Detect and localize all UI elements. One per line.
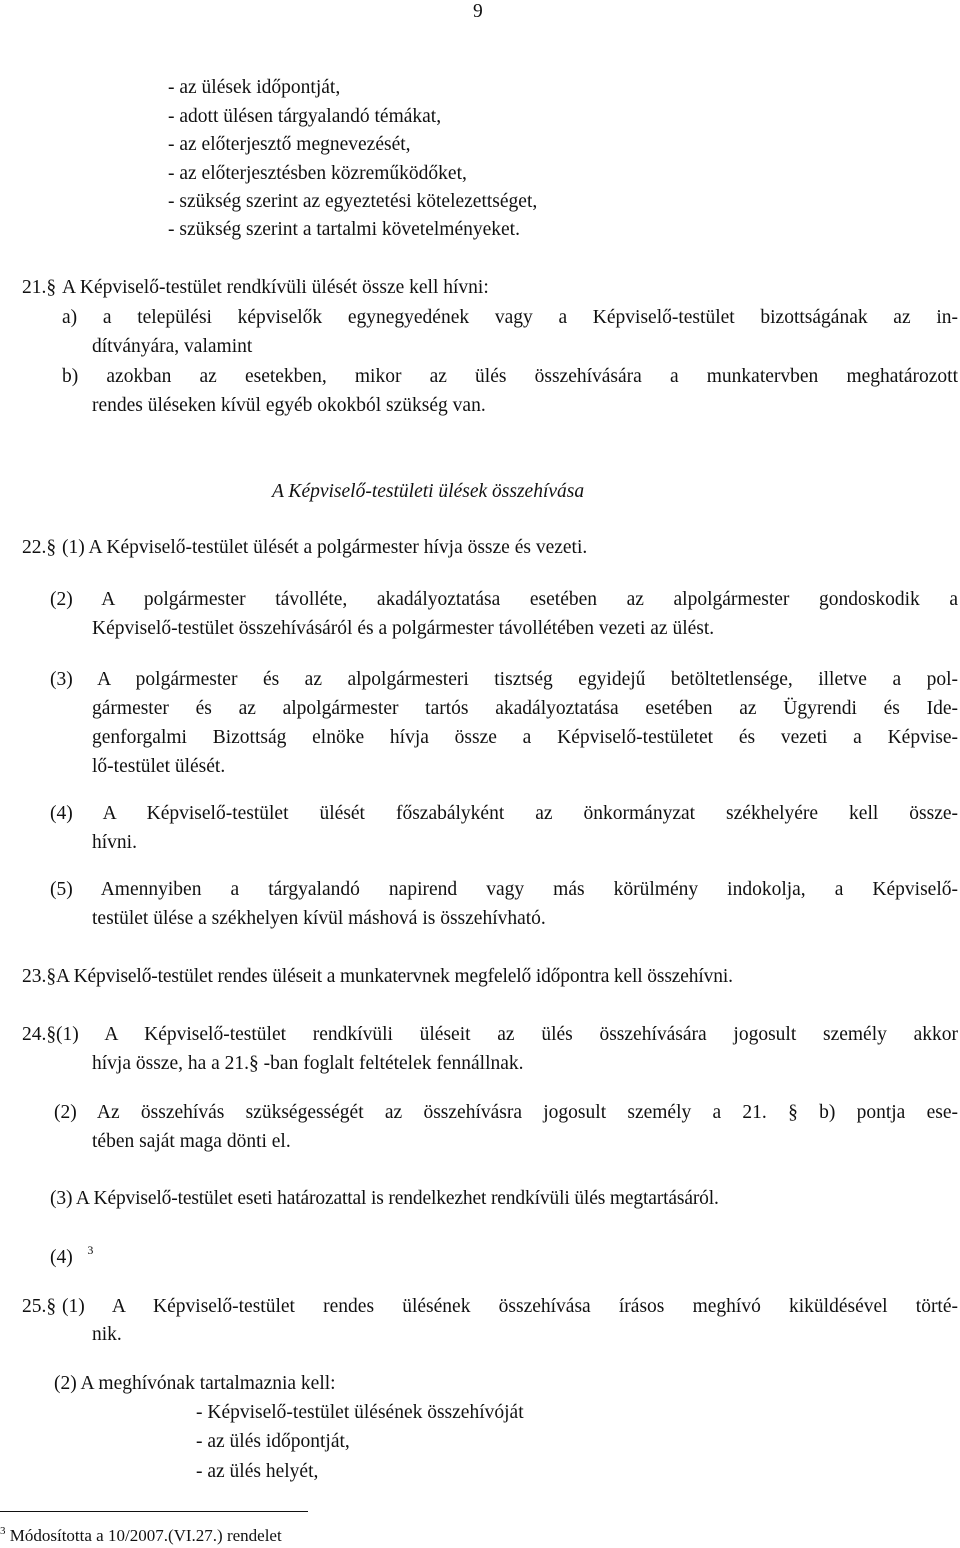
footnote (0, 1519, 282, 1548)
section-number: 23.§ (22, 966, 57, 987)
list-item: - az ülések időpontját, (168, 77, 341, 98)
paragraph-2: (2) A meghívónak tartalmaznia kell: (54, 1373, 336, 1394)
paragraph-1-line1: (1) A Képviselő-testület rendkívüli üléseit az ülés összehívására jogosult személy akkor (56, 1024, 958, 1045)
point-b-line2: rendes üléseken kívül egyéb okokból szükség van. (92, 395, 486, 416)
section-heading: A Képviselő-testületi ülések összehívása (272, 481, 585, 502)
footnote-divider (0, 1511, 308, 1512)
paragraph-2-line1: (2) Az összehívás szükségességét az összehívásra jogosult személy a 21. § b) pontja ese- (54, 1102, 958, 1123)
list-item: - szükség szerint az egyeztetési kötelezettséget, (168, 191, 538, 212)
paragraph-4-line2: hívni. (92, 832, 137, 853)
page-number: 9 (473, 1, 483, 22)
paragraph-3: (3) A Képviselő-testület eseti határozattal is rendelkezhet rendkívüli ülés megtartásáról. (50, 1188, 719, 1209)
paragraph-3-line3: genforgalmi Bizottság elnöke hívja össze a Képviselő-testületet és vezeti a Képvise- (92, 727, 958, 748)
list-item: - adott ülésen tárgyalandó témákat, (168, 106, 442, 127)
paragraph-2-line1: (2) A polgármester távolléte, akadályoztatása esetében az alpolgármester gondoskodik a (50, 589, 958, 610)
paragraph-1: (1) A Képviselő-testület ülését a polgármester hívja össze és vezeti. (62, 537, 588, 558)
footnote-reference[interactable]: 3 (87, 1243, 94, 1257)
section-number: 21.§ (22, 277, 57, 298)
section-number: 22.§ (22, 537, 57, 558)
list-item: - az előterjesztő megnevezését, (168, 134, 411, 155)
paragraph-3-line2: gármester és az alpolgármester tartós akadályoztatása esetében az Ügyrendi és Ide- (92, 698, 958, 719)
paragraph-2-line2: Képviselő-testület összehívásáról és a polgármester távollétében vezeti az ülést. (92, 618, 715, 639)
section-number: 25.§ (22, 1296, 57, 1317)
section-text: A Képviselő-testület rendes üléseit a munkatervnek megfelelő időpontra kell összehívni. (56, 966, 733, 987)
footnote-mark: 3 (0, 1525, 6, 1537)
paragraph-3-line4: lő-testület ülését. (92, 756, 226, 777)
paragraph-1-line2: nik. (92, 1324, 122, 1345)
paragraph-1-line2: hívja össze, ha a 21.§ -ban foglalt feltételek fennállnak. (92, 1053, 524, 1074)
section-lead: A Képviselő-testület rendkívüli ülését össze kell hívni: (62, 277, 489, 298)
point-a-line2: dítványára, valamint (92, 336, 253, 357)
paragraph-4-line1: (4) A Képviselő-testület ülését főszabályként az önkormányzat székhelyére kell össze- (50, 803, 958, 824)
list-item: - az ülés időpontját, (196, 1431, 350, 1452)
paragraph-5-line1: (5) Amennyiben a tárgyalandó napirend vagy más körülmény indokolja, a Képviselő- (50, 879, 958, 900)
point-a-line1: a) a települési képviselők egynegyedének vagy a Képviselő-testület bizottságának az in- (62, 307, 958, 328)
point-b-line1: b) azokban az esetekben, mikor az ülés összehívására a munkatervben meghatározott (62, 366, 958, 387)
paragraph-4: (4) $^3$ (50, 1243, 94, 1268)
paragraph-3-line1: (3) A polgármester és az alpolgármesteri tisztség egyidejű betöltetlensége, illetve a pol- (50, 669, 958, 690)
footnote-text: Módosította a 10/2007.(VI.27.) rendelet (9, 1526, 282, 1545)
paragraph-1-line1: (1) A Képviselő-testület rendes ülésének összehívása írásos meghívó kiküldésével törté- (62, 1296, 958, 1317)
list-item: - az előterjesztésben közreműködőket, (168, 163, 467, 184)
section-number: 24.§ (22, 1024, 57, 1045)
paragraph-2-line2: tében saját maga dönti el. (92, 1131, 291, 1152)
list-item: - az ülés helyét, (196, 1461, 319, 1482)
paragraph-5-line2: testület ülése a székhelyen kívül máshová is összehívható. (92, 908, 546, 929)
list-item: - Képviselő-testület ülésének összehívóját (196, 1402, 524, 1423)
list-item: - szükség szerint a tartalmi követelményeket. (168, 219, 520, 240)
